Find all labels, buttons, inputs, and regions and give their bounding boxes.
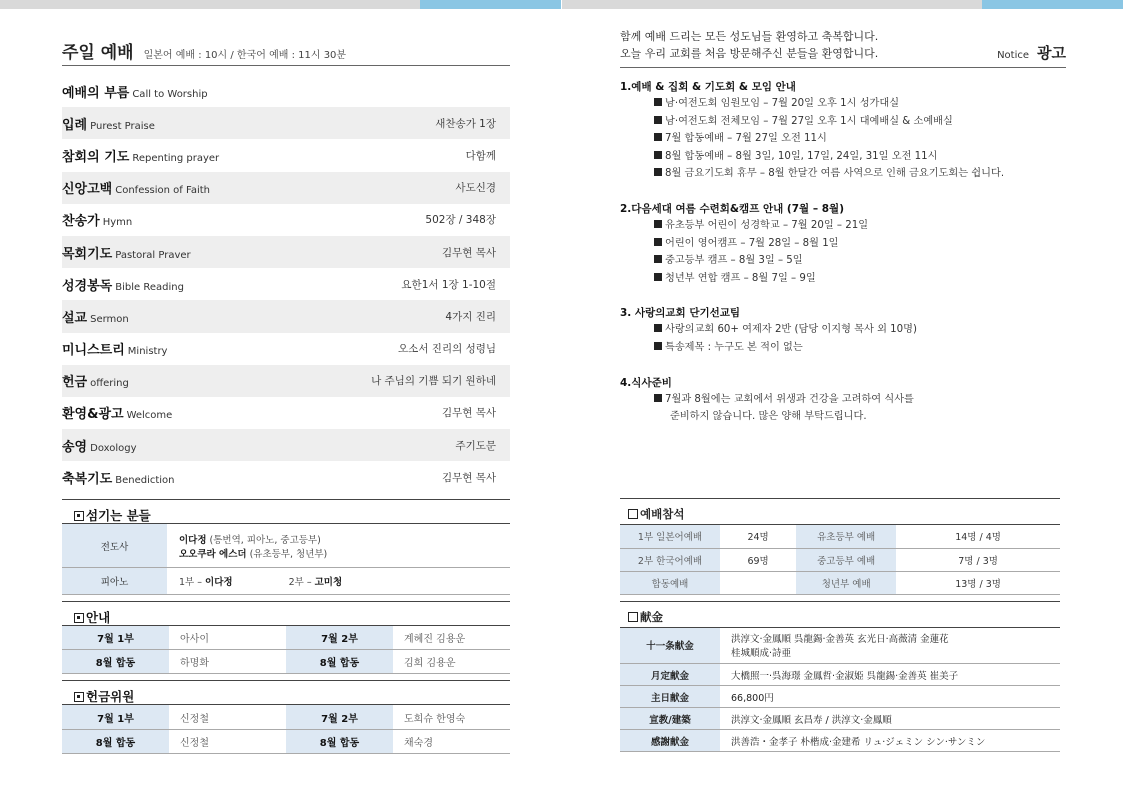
- order-row: [62, 365, 510, 397]
- order-name: 참회의 기도: [62, 149, 130, 165]
- welcome-line: 함께 예배 드리는 모든 성도님들 환영하고 축복합니다.: [620, 30, 879, 43]
- table-label: 感謝献金: [620, 730, 720, 752]
- announcements: [620, 79, 1066, 426]
- square-bullet-icon: [654, 255, 662, 263]
- table-row: [62, 524, 510, 567]
- table-row: [620, 548, 1060, 571]
- order-value: 새찬송가 1장: [435, 117, 496, 130]
- table-cell: 신정철: [169, 729, 286, 753]
- order-en: Hymn: [102, 217, 133, 229]
- order-row: [62, 300, 510, 332]
- table-cell: [720, 571, 796, 594]
- order-name: 신앙고백: [62, 182, 113, 198]
- announcement-title: 1.예배 & 집회 & 기도회 & 모임 안내: [620, 81, 796, 93]
- table-label: 7월 2부: [286, 705, 393, 729]
- top-bar-right: [562, 0, 1123, 9]
- table-label: 2부 한국어예배: [620, 548, 720, 571]
- order-en: Welcome: [126, 410, 173, 422]
- order-name: 송영: [62, 439, 88, 455]
- order-row: [62, 236, 510, 268]
- table-cell: [167, 524, 510, 567]
- table-label: 8월 합동: [62, 650, 169, 674]
- square-bullet-icon: [628, 509, 638, 519]
- announcement-title: 3. 사랑의교회 단기선교팀: [620, 307, 741, 320]
- order-row: [62, 107, 510, 139]
- table-label: 8월 합동: [286, 729, 393, 753]
- order-en: Doxology: [90, 442, 137, 454]
- table-row: [62, 705, 510, 729]
- table-cell: 洪善浩・金孝子 朴楷成·金建希 リュ·ジェミン シン·サンミン: [720, 730, 1060, 752]
- servers-header: [62, 499, 510, 524]
- offerings-table: [620, 628, 1060, 753]
- table-cell: 大橋照一·呉海璟 金鳳哲·金淑姫 呉龍錫·金善英 崔美子: [720, 664, 1060, 686]
- person-name: 이다정: [179, 534, 207, 546]
- order-row: [62, 75, 510, 107]
- servers-table: [62, 524, 510, 595]
- worship-order: [62, 75, 510, 493]
- table-cell: 13명 / 3명: [896, 571, 1060, 594]
- attendance-table: [620, 525, 1060, 595]
- offering-committee-table: [62, 705, 510, 754]
- order-en: Pastoral Praver: [115, 249, 191, 261]
- order-name: 성경봉독: [62, 278, 113, 294]
- announcement-item: 사랑의교회 60+ 여제자 2반 (담당 이지형 목사 외 10명): [620, 321, 1066, 339]
- announcement-item: 7월과 8월에는 교회에서 위생과 건강을 고려하여 식사를: [620, 391, 1066, 409]
- order-en: Ministry: [127, 346, 168, 358]
- order-name: 입례: [62, 117, 88, 133]
- announcement-item-continuation: 준비하지 않습니다. 많은 양해 부탁드립니다.: [670, 411, 867, 423]
- attendance-header: [620, 498, 1060, 525]
- announcement-section: [620, 305, 1066, 356]
- square-bullet-icon: [74, 692, 84, 702]
- order-value: 김무현 목사: [441, 407, 496, 420]
- order-name: 환영&광고: [62, 407, 124, 423]
- order-value: 주기도문: [455, 439, 496, 452]
- welcome-line: 오늘 우리 교회를 처음 방문해주신 분들을 환영합니다.: [620, 47, 879, 60]
- table-row: [620, 628, 1060, 664]
- square-bullet-icon: [654, 273, 662, 281]
- square-bullet-icon: [654, 238, 662, 246]
- table-label: 7월 1부: [62, 626, 169, 650]
- order-row: [62, 139, 510, 171]
- order-value: 사도신경: [455, 182, 496, 195]
- top-bar-accent: [982, 0, 1123, 9]
- square-bullet-icon: [654, 98, 662, 106]
- square-bullet-icon: [654, 133, 662, 141]
- order-row: [62, 429, 510, 461]
- offering-committee-title: 헌금위원: [86, 689, 135, 705]
- person-name: 고미청: [314, 576, 343, 588]
- notice-label: [997, 42, 1066, 63]
- attendance-title: 예배참석: [640, 507, 685, 521]
- table-row: [620, 664, 1060, 686]
- person-name: 이다정: [205, 576, 233, 588]
- announcement-section: [620, 375, 1066, 426]
- worship-times: 일본어 예배 : 10시 / 한국어 예배 : 11시 30분: [143, 50, 347, 61]
- announcement-item: 청년부 연합 캠프 – 8월 7일 – 9일: [620, 270, 1066, 288]
- order-value: 김무현 목사: [441, 471, 496, 484]
- order-row: [62, 397, 510, 429]
- announcement-item: 남·여전도회 임원모임 – 7월 20일 오후 1시 성가대실: [620, 95, 1066, 113]
- guide-title: 안내: [86, 609, 111, 625]
- table-row: [620, 708, 1060, 730]
- order-en: Purest Praise: [90, 120, 155, 132]
- order-value: 나 주님의 기쁨 되기 원하네: [371, 375, 496, 388]
- order-name: 찬송가: [62, 214, 100, 230]
- offering-committee-header: [62, 680, 510, 705]
- table-row: [620, 686, 1060, 708]
- announcement-item: 남·여전도회 전체모임 – 7월 27일 오후 1시 대예배실 & 소예배실: [620, 113, 1066, 131]
- top-bar-accent: [420, 0, 561, 9]
- table-cell: 24명: [720, 525, 796, 548]
- announcement-item: 중고등부 캠프 – 8월 3일 – 5일: [620, 252, 1066, 270]
- table-label: 합동예배: [620, 571, 720, 594]
- table-label: 十一条献金: [620, 628, 720, 664]
- order-value: 오소서 진리의 성령님: [398, 343, 496, 356]
- table-row: [620, 571, 1060, 594]
- table-label: 7월 1부: [62, 705, 169, 729]
- order-row: [62, 172, 510, 204]
- announcement-item: 7월 합동예배 – 7월 27일 오전 11시: [620, 130, 1066, 148]
- table-label: 청년부 예배: [796, 571, 896, 594]
- table-cell: 하명화: [169, 650, 286, 674]
- square-bullet-icon: [654, 220, 662, 228]
- part-prefix: 2부 –: [288, 576, 315, 588]
- announcement-item: 어린이 영어캠프 – 7월 28일 – 8월 1일: [620, 235, 1066, 253]
- offerings-title: 献金: [640, 609, 663, 624]
- announcement-title: 4.식사준비: [620, 376, 672, 389]
- order-value: 요한1서 1장 1-10절: [401, 278, 496, 291]
- announcement-section: [620, 201, 1066, 287]
- order-row: [62, 333, 510, 365]
- table-label: 유초등부 예배: [796, 525, 896, 548]
- announcement-section: [620, 79, 1066, 183]
- table-cell: 신정철: [169, 705, 286, 729]
- table-cell: 채숙경: [393, 729, 510, 753]
- notice-page: [620, 28, 1066, 748]
- part-prefix: 1부 –: [179, 576, 206, 588]
- table-label: 宣教/建築: [620, 708, 720, 730]
- announcement-item: 특송제목 : 누구도 본 적이 없는: [620, 339, 1066, 357]
- order-name: 예배의 부름: [62, 85, 130, 101]
- guide-header: [62, 601, 510, 626]
- square-bullet-icon: [654, 151, 662, 159]
- table-row: [62, 729, 510, 753]
- order-en: Benediction: [115, 474, 175, 486]
- top-bar-left: [0, 0, 561, 9]
- table-label: 主日献金: [620, 686, 720, 708]
- table-cell: 계혜진 김용운: [393, 626, 510, 650]
- offerings-header: [620, 601, 1060, 628]
- person-role: (통번역, 피아노, 중고등부): [206, 534, 321, 546]
- worship-title: 주일 예배: [62, 43, 134, 63]
- order-name: 헌금: [62, 375, 88, 391]
- table-label: 8월 합동: [286, 650, 393, 674]
- order-value: 4가지 진리: [445, 310, 496, 323]
- table-row: [620, 730, 1060, 752]
- table-label: 전도사: [62, 524, 167, 567]
- table-label: 중고등부 예배: [796, 548, 896, 571]
- table-cell: 아사이: [169, 626, 286, 650]
- table-row: [62, 567, 510, 594]
- square-bullet-icon: [654, 394, 662, 402]
- order-value: 김무현 목사: [441, 246, 496, 259]
- order-value: 다함께: [465, 149, 496, 162]
- table-cell: 69명: [720, 548, 796, 571]
- attendance-block: [620, 498, 1060, 752]
- divider: [620, 67, 1066, 68]
- order-en: Sermon: [90, 313, 129, 325]
- table-row: [62, 650, 510, 674]
- table-cell: 14명 / 4명: [896, 525, 1060, 548]
- order-en: Repenting prayer: [132, 152, 220, 164]
- guide-table: [62, 626, 510, 675]
- servers-title: 섬기는 분들: [86, 508, 151, 524]
- table-label: 月定献金: [620, 664, 720, 686]
- table-cell: 도희슈 한영숙: [393, 705, 510, 729]
- worship-page: [62, 38, 510, 754]
- table-cell: 김희 김용운: [393, 650, 510, 674]
- table-label: 피아노: [62, 567, 167, 594]
- table-cell: 洪淳文·金鳳順 玄昌寿 / 洪淳文·金鳳順: [720, 708, 1060, 730]
- notice-label-en: Notice: [997, 50, 1030, 61]
- order-name: 목회기도: [62, 246, 113, 262]
- table-cell: [167, 567, 510, 594]
- table-label: 8월 합동: [62, 729, 169, 753]
- table-cell: 66,800円: [720, 686, 1060, 708]
- table-cell: 洪淳文·金鳳順 呉龍錫·金善英 玄光日·高薇清 金蓮花 桂城順成·詩亜: [720, 628, 1060, 664]
- table-row: [62, 626, 510, 650]
- order-en: Call to Worship: [132, 88, 208, 100]
- person-role: (유초등부, 청년부): [246, 548, 328, 560]
- announcement-item: 8월 합동예배 – 8월 3일, 10일, 17일, 24일, 31일 오전 11시: [620, 148, 1066, 166]
- worship-header: [62, 38, 510, 66]
- order-en: Confession of Faith: [115, 185, 210, 197]
- square-bullet-icon: [74, 511, 84, 521]
- square-bullet-icon: [654, 342, 662, 350]
- notice-label-ko: 광고: [1037, 44, 1066, 62]
- square-bullet-icon: [654, 168, 662, 176]
- order-name: 설교: [62, 310, 88, 326]
- announcement-title: 2.다음세대 여름 수련회&캠프 안내 (7월 – 8월): [620, 202, 844, 215]
- order-name: 미니스트리: [62, 343, 125, 359]
- order-en: Bible Reading: [115, 281, 184, 293]
- person-name: 오오쿠라 에스더: [179, 548, 247, 560]
- order-row: [62, 204, 510, 236]
- square-bullet-icon: [74, 613, 84, 623]
- square-bullet-icon: [628, 612, 638, 622]
- order-value: 502장 / 348장: [425, 214, 496, 227]
- square-bullet-icon: [654, 324, 662, 332]
- table-label: 7월 2부: [286, 626, 393, 650]
- table-cell: 7명 / 3명: [896, 548, 1060, 571]
- order-row: [62, 268, 510, 300]
- square-bullet-icon: [654, 116, 662, 124]
- order-en: offering: [90, 378, 129, 390]
- order-name: 축복기도: [62, 471, 113, 487]
- announcement-item: 유초등부 어린이 성경학교 – 7월 20일 – 21일: [620, 217, 1066, 235]
- order-row: [62, 461, 510, 493]
- table-label: 1부 일본어예배: [620, 525, 720, 548]
- announcement-item: 8월 금요기도회 휴무 – 8월 한달간 여름 사역으로 인해 금요기도회는 쉽니다.: [620, 165, 1066, 183]
- table-row: [620, 525, 1060, 548]
